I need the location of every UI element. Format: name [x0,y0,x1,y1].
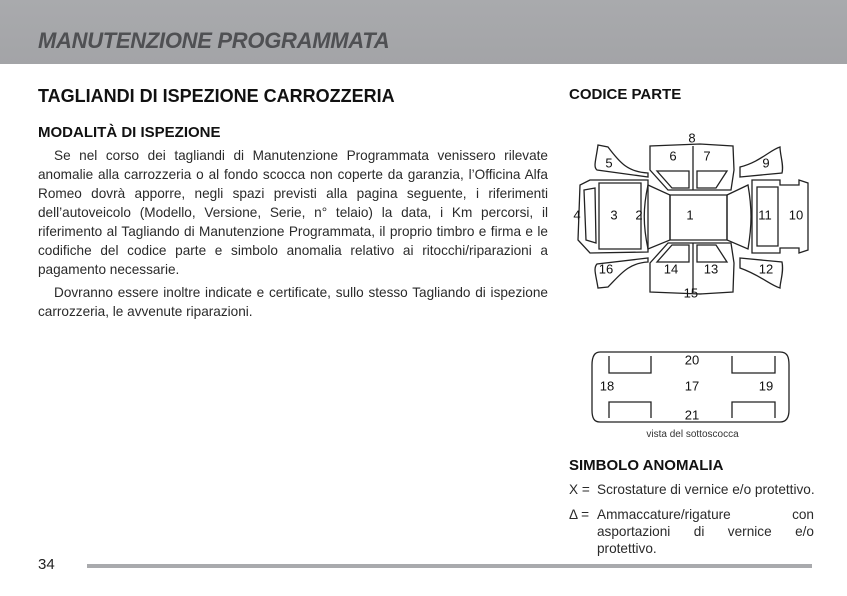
part-label: 18 [599,378,615,394]
part-label: 14 [663,261,679,277]
part-label: 20 [684,352,700,368]
symbol-x: X = [569,482,590,497]
part-label: 13 [703,261,719,277]
symbol-item [569,481,819,498]
codice-parte-title: CODICE PARTE [569,86,682,103]
part-label: 7 [703,148,711,164]
part-label: 11 [758,207,772,223]
part-label: 6 [669,148,677,164]
section-title: MANUTENZIONE PROGRAMMATA [38,28,390,53]
part-label: 10 [788,207,804,223]
part-label: 2 [635,207,643,223]
part-label: 16 [598,261,614,277]
part-label: 17 [684,378,700,394]
part-label: 21 [684,407,700,423]
page-title: TAGLIANDI DI ISPEZIONE CARROZZERIA [38,86,395,106]
part-label: 19 [758,378,774,394]
part-label: 4 [573,207,581,223]
part-label: 5 [605,155,613,171]
part-label: 15- [683,285,703,301]
paragraph: Dovranno essere inoltre indicate e certificate, sullo stesso Tagliando di ispezione carrozzeria, le avvenute riparazioni. [38,285,548,319]
subtitle: MODALITÀ DI ISPEZIONE [38,124,221,141]
symbol-item [569,506,814,557]
simbolo-anomalia-title: SIMBOLO ANOMALIA [569,457,724,474]
part-label: 12 [758,261,774,277]
part-label: 8 [688,130,696,146]
part-label: 9 [762,155,770,171]
symbol-delta: Δ = [569,507,590,522]
symbol-description: Scrostature di vernice e/o protettivo. [597,482,815,497]
footer-rule [87,564,812,568]
part-label: 3 [610,207,618,223]
paragraph: Se nel corso dei tagliandi di Manutenzione Programmata venissero rilevate anomalie alla carrozzeria o al fondo scocca non coperte da garanzia, l’Officina Alfa Romeo dovrà apporre, negli spazi previsti alla pagina seguente, i riferimenti dell’autoveicolo (Modello, Versione, Serie, n° telaio) la data, i Km percorsi, il riferimento al Tagliando di Manutenzione Programmata, il proprio timbro e firma e le codifiche del codice parte e simbolo anomalia relativo ai ritocchi/riparazioni a pagamento necessarie. [38,148,548,277]
symbol-description: Ammaccature/rigature con asportazioni di vernice e/o protettivo. [597,507,814,556]
page-number: 34 [38,556,55,573]
part-label: 1 [686,207,694,223]
underbody-caption: vista del sottoscocca [646,429,739,440]
roof-top-panel [650,144,734,190]
